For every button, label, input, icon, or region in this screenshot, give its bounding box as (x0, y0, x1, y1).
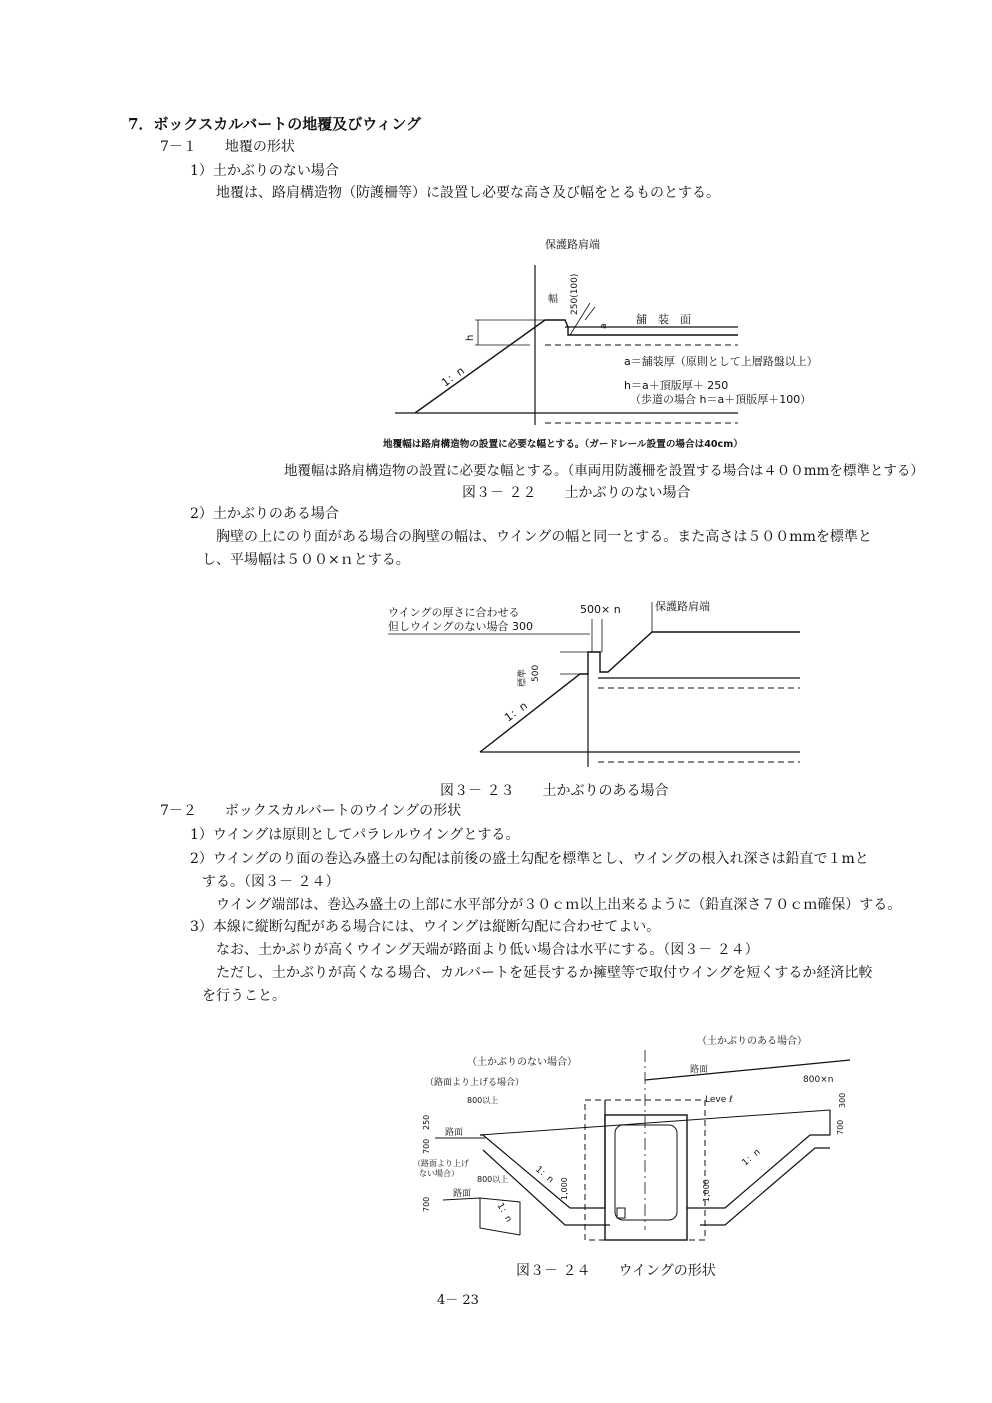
fig24-label-800n: 800×n (803, 1075, 834, 1085)
fig22-label-h: h (465, 334, 476, 341)
fig23-label-top: 保護路肩端 (655, 600, 710, 613)
fig23-caption: 図３－ ２３ 土かぶりのある場合 (440, 783, 669, 799)
fig24-label-1n2: 1：n (740, 1147, 763, 1169)
fig23-label-slope: 1：n (502, 699, 530, 725)
subsection-7-1-heading: 7－１ 地覆の形状 (160, 139, 295, 155)
fig24-label-road3: 路面 (453, 1189, 472, 1199)
fig24-label-1000: 1,000 (560, 1177, 569, 1200)
fig23-label-500n: 500× n (580, 603, 621, 616)
s72-item-2a: 2）ウイングのり面の巻込み盛土の勾配は前後の盛土勾配を標準とし、ウイングの根入れ深さは鉛直で１mと (190, 851, 869, 867)
s72-item-3c: ただし、土かぶりが高くなる場合、カルバートを延長するか擁壁等で取付ウイングを短くするか経済比較 (216, 965, 873, 981)
fig24-label-1n3: 1：n (494, 1201, 514, 1225)
fig22-note-h2: （歩道の場合 h＝a＋頂版厚＋100） (630, 393, 812, 406)
fig24-label-250: 250 (422, 1114, 431, 1130)
figure-3-22 (380, 225, 870, 455)
fig22-note: 地覆幅は路肩構造物の設置に必要な幅とする。（車両用防護柵を設置する場合は４００mmを標準とする） (284, 463, 924, 479)
fig22-caption: 図３－ ２２ 土かぶりのない場合 (462, 485, 691, 501)
figure-3-24 (405, 1030, 875, 1245)
fig23-label-wing2: 但しウイングのない場合 300 (388, 620, 533, 633)
s72-item-2b: する。（図３－ ２４） (202, 874, 340, 890)
fig22-label-a: a (599, 323, 609, 329)
fig24-label-road2: 路面 (445, 1128, 464, 1138)
subsection-7-2-heading: 7－２ ボックスカルバートのウイングの形状 (160, 803, 462, 819)
fig23-label-wing1: ウイングの厚さに合わせる (388, 606, 520, 619)
s72-item-3d: を行うこと。 (202, 988, 286, 1004)
fig22-label-top: 保護路肩端 (545, 238, 600, 251)
fig24-label-road: 路面 (690, 1065, 709, 1075)
fig24-label-1n: 1：n (533, 1164, 556, 1186)
page-number: 4－ 23 (437, 1293, 479, 1308)
fig24-caption: 図３－ ２４ ウイングの形状 (516, 1263, 716, 1279)
figure-3-23 (380, 592, 820, 772)
fig24-label-700: 700 (422, 1138, 431, 1154)
fig22-note-bottom: 地覆幅は路肩構造物の設置に必要な幅とする。（ガードレール設置の場合は40cm） (383, 439, 743, 450)
fig24-label-noraise2: ない場合） (419, 1169, 459, 1178)
fig22-note-h1: h＝a＋頂版厚＋ 250 (624, 379, 729, 392)
item-1-text: 地覆は、路肩構造物（防護柵等）に設置し必要な高さ及び幅をとるものとする。 (216, 185, 720, 201)
s72-item-2c: ウイング端部は、巻込み盛土の上部に水平部分が３０ｃｍ以上出来るように（鉛直深さ７０ｃｍ確保）する。 (216, 897, 902, 913)
fig24-label-without: （土かぶりのない場合） (467, 1057, 577, 1068)
fig24-label-700b: 700 (422, 1196, 431, 1212)
fig22-label-250: 250(100) (570, 273, 580, 315)
fig24-label-300: 300 (838, 1092, 847, 1108)
item-2-heading: 2）土かぶりのある場合 (190, 506, 339, 522)
fig24-label-700c: 700 (836, 1119, 845, 1135)
fig24-label-with: （土かぶりのある場合） (697, 1036, 807, 1047)
fig24-label-1000b: 1,000 (702, 1179, 711, 1202)
fig23-label-std: 標準 (518, 668, 528, 687)
item-2-text-2: し、平場幅は５００×ｎとする。 (202, 552, 410, 568)
s72-item-1: 1）ウイングは原則としてパラレルウイングとする。 (190, 827, 520, 843)
fig22-label-pave: 舗 装 面 (636, 313, 691, 326)
fig23-label-500: 500 (531, 664, 541, 682)
fig22-note-a: a＝舗装厚（原則として上層路盤以上） (624, 355, 818, 368)
section-title: 7．ボックスカルバートの地覆及びウィング (128, 115, 422, 133)
fig24-label-800up2: 800以上 (477, 1175, 509, 1184)
fig24-label-level: Leve ℓ (705, 1095, 733, 1105)
s72-item-3b: なお、土かぶりが高くウイング天端が路面より低い場合は水平にする。（図３－ ２４） (216, 942, 759, 958)
fig22-label-width: 幅 (548, 294, 558, 305)
item-2-text-1: 胸壁の上にのり面がある場合の胸壁の幅は、ウイングの幅と同一とする。また高さは５００mmを標準と (216, 529, 872, 545)
fig24-label-800up: 800以上 (467, 1096, 499, 1105)
fig24-label-noraise1: （路面より上げ (413, 1159, 469, 1168)
fig24-label-raise: （路面より上げる場合） (425, 1078, 525, 1088)
item-1-heading: 1）土かぶりのない場合 (190, 163, 339, 179)
fig22-label-slope: 1：n (439, 364, 467, 390)
s72-item-3a: 3）本線に縦断勾配がある場合には、ウイングは縦断勾配に合わせてよい。 (190, 919, 661, 935)
